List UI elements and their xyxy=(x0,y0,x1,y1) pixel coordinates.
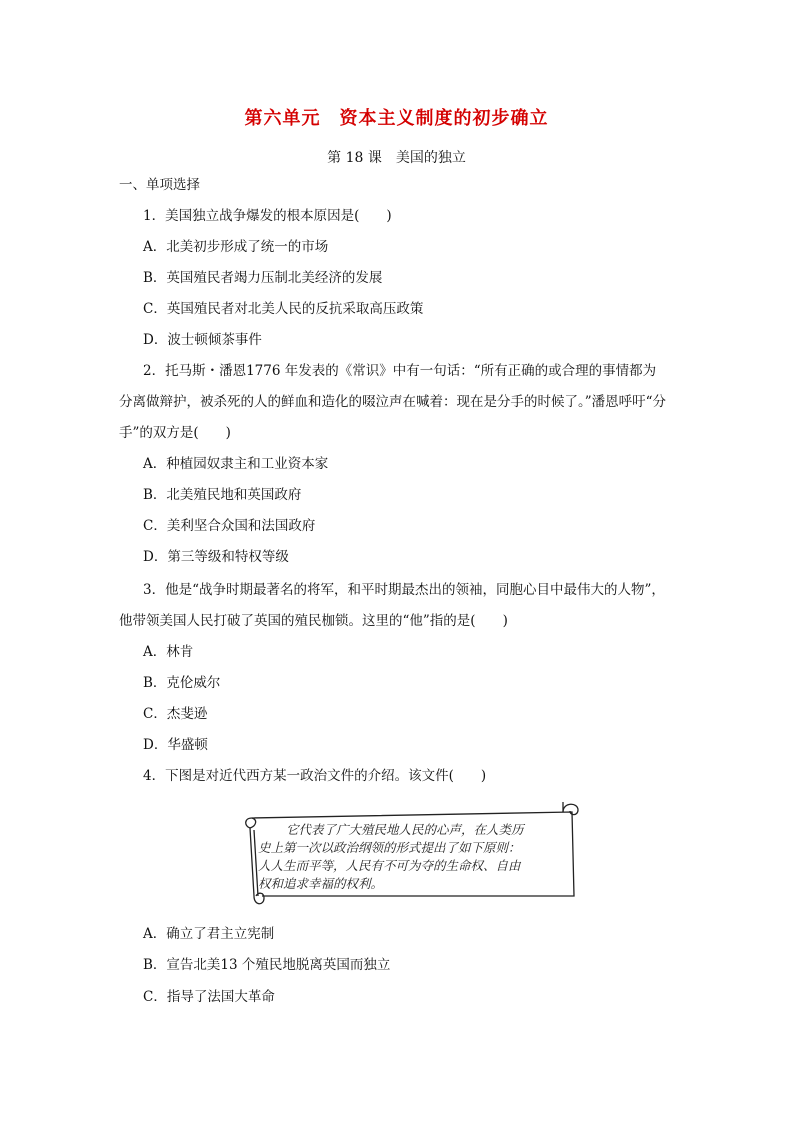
question-3-stem-line-2: 他带领美国人民打破了英国的殖民枷锁。这里的“他”指的是( ) xyxy=(119,613,508,629)
question-2-stem-line-1: 2．托马斯・潘恩1776 年发表的《常识》中有一句话：“所有正确的或合理的事情都为 xyxy=(143,363,657,379)
question-2-option-a: A．种植园奴隶主和工业资本家 xyxy=(143,456,329,472)
unit-title: 第六单元 资本主义制度的初步确立 xyxy=(244,108,549,129)
question-2-option-d: D．第三等级和特权等级 xyxy=(143,549,289,565)
question-2-stem-line-2: 分离做辩护，被杀死的人的鲜血和造化的啜泣声在喊着：现在是分手的时候了。”潘恩呼吁“分 xyxy=(119,394,667,410)
question-4-option-a: A．确立了君主立宪制 xyxy=(143,926,275,942)
question-3-option-b: B．克伦威尔 xyxy=(143,675,221,691)
scroll-line-2: 史上第一次以政治纲领的形式提出了如下原则： xyxy=(258,840,521,855)
scroll-text xyxy=(258,821,570,893)
question-1-option-d: D．波士顿倾茶事件 xyxy=(143,332,262,348)
scroll-line-3: 人人生而平等，人民有不可为夺的生命权、自由 xyxy=(258,858,521,873)
question-3-stem-line-1: 3．他是“战争时期最著名的将军，和平时期最杰出的领袖，同胞心目中最伟大的人物”， xyxy=(143,582,665,598)
question-3-option-a: A．林肯 xyxy=(143,644,194,660)
question-3-option-c: C．杰斐逊 xyxy=(143,706,208,722)
question-4-stem: 4．下图是对近代西方某一政治文件的介绍。该文件( ) xyxy=(143,768,487,784)
question-1-stem: 1．美国独立战争爆发的根本原因是( ) xyxy=(143,208,392,224)
scroll-line-4: 权和追求幸福的权利。 xyxy=(258,876,384,891)
question-3-option-d: D．华盛顿 xyxy=(143,737,208,753)
question-1-option-a: A．北美初步形成了统一的市场 xyxy=(143,239,329,255)
question-2-option-b: B．北美殖民地和英国政府 xyxy=(143,487,302,503)
scroll-line-1: 它代表了广大殖民地人民的心声，在人类历 xyxy=(286,822,524,837)
question-2-option-c: C．美利坚合众国和法国政府 xyxy=(143,518,316,534)
question-4-option-c: C．指导了法国大革命 xyxy=(143,989,275,1005)
question-2-stem-line-3: 手”的双方是( ) xyxy=(119,425,231,441)
section-title: 一、单项选择 xyxy=(119,177,200,193)
question-1-option-b: B．英国殖民者竭力压制北美经济的发展 xyxy=(143,270,383,286)
question-4-option-b: B．宣告北美13 个殖民地脱离英国而独立 xyxy=(143,957,391,973)
lesson-title: 第 18 课 美国的独立 xyxy=(327,150,466,166)
question-1-option-c: C．英国殖民者对北美人民的反抗采取高压政策 xyxy=(143,301,424,317)
